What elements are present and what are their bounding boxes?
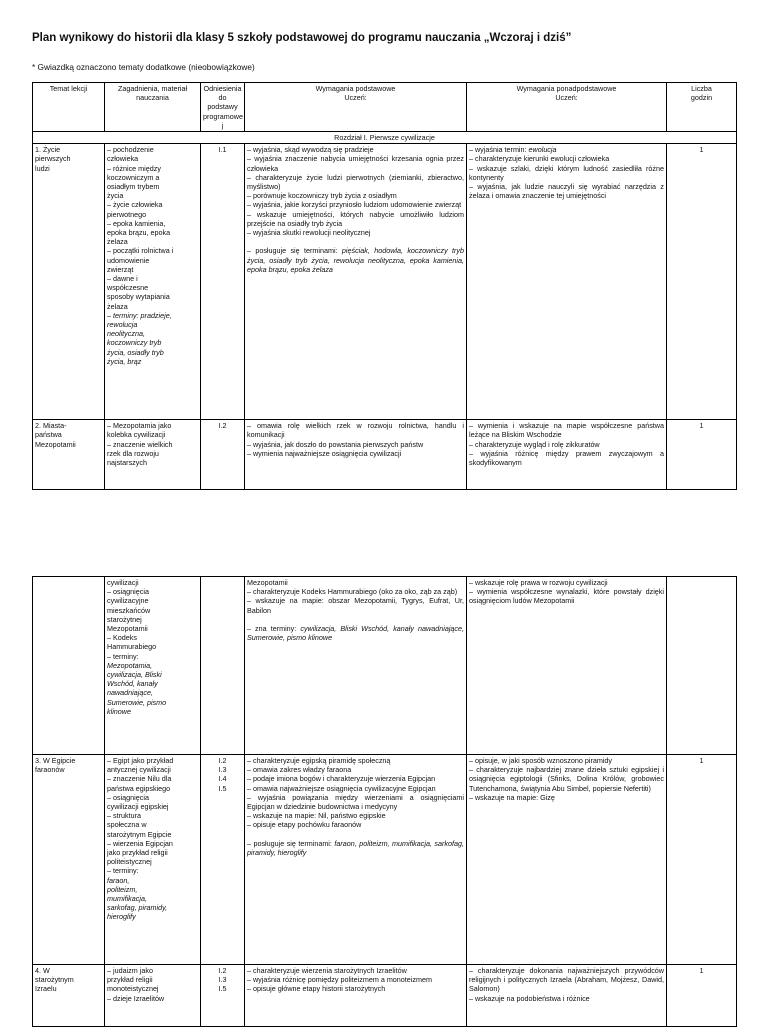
cell-hours: 1 [667,965,737,1027]
cell-topic: 1. Życie pierwszych ludzi [33,144,105,420]
cell-basic: – charakteryzuje wierzenia starożytnych Izraelitów – wyjaśnia różnicę pomiędzy politeizmem a monoteizmem – opisuje główne etapy historii starożytnych [245,965,467,1027]
section-title: Rozdział I. Pierwsze cywilizacje [33,132,737,144]
cell-topic: 4. W starożytnym Izraelu [33,965,105,1027]
cell-advanced: – opisuje, w jaki sposób wznoszono piramidy – charakteryzuje najbardziej znane dzieła sztuki egipskiej i osiągnięcia egiptologii (Sfinks, Dolina Królów, grobowiec Tutenchamona, świątynia Abu Simbel, popiersie Nefertiti) – wskazuje na mapie: Gizę [467,755,667,965]
cell-advanced: – wyjaśnia termin: ewolucja – charakteryzuje kierunki ewolucji człowieka – wskazuje szlaki, dzięki którym ludność zasiedliła różne kontynenty – wyjaśnia, jak ludzie nauczyli się wyrabiać narzędzia z żelaza i omawia znaczenie tej umiejętności [467,144,667,420]
document-note: * Gwiazdką oznaczono tematy dodatkowe (nieobowiązkowe) [32,62,255,72]
cell-content: – Egipt jako przykład antycznej cywilizacji – znaczenie Nilu dla państwa egipskiego – osiągnięcia cywilizacji egipskiej – struktura społeczna w starożytnym Egipcie – wierzenia Egipcjan jako przykład religii politeistycznej – terminy: faraon, politeizm, mumifikacja, sarkofag, piramidy, hieroglify [105,755,201,965]
cell-topic [33,577,105,755]
cell-content: cywilizacji – osiągnięcia cywilizacyjne mieszkańców starożytnej Mezopotamii – Kodeks Hammurabiego – terminy: Mezopotamia, cywilizacja, Bliski Wschód, kanały nawadniające, Sumerowie, pismo klinowe [105,577,201,755]
table-row [33,420,737,490]
cell-refs [201,577,245,755]
cell-advanced: – charakteryzuje dokonania najważniejszych przywódców religijnych i politycznych Izraela (Abraham, Mojżesz, Dawid, Salomon) – wskazuje na podobieństwa i różnice [467,965,667,1027]
cell-basic: – wyjaśnia, skąd wywodzą się pradzieje – wyjaśnia znaczenie nabycia umiejętności krzesania ognia przez człowieka – charakteryzuje życie ludzi pierwotnych (ziemianki, zbieractwo, myślistwo) – porównuje koczowniczy tryb życia z osiadłym – wyjaśnia, jakie korzyści przyniosło ludziom udomowienie zwierząt – wskazuje umiejętności, których nabycie umożliwiło ludziom przejście na osiadły tryb życia – wyjaśnia skutki rewolucji neolitycznej – posługuje się terminami: pięściak, hodowla, koczowniczy tryb życia, osiadły tryb życia, rewolucja neolityczna, epoka kamienia, epoka brązu, epoka żelaza [245,144,467,420]
table-row [33,144,737,420]
header-refs: Odniesienia do podstawy programowe j [201,83,245,132]
cell-basic: – omawia rolę wielkich rzek w rozwoju rolnictwa, handlu i komunikacji – wyjaśnia, jak doszło do powstania pierwszych państw – wymienia najważniejsze osiągnięcia cywilizacji [245,420,467,490]
cell-basic: – charakteryzuje egipską piramidę społeczną – omawia zakres władzy faraona – podaje imiona bogów i charakteryzuje wierzenia Egipcjan – omawia najważniejsze osiągnięcia cywilizacyjne Egipcjan – wyjaśnia powiązania między wierzeniami a osiągnięciami Egipcjan w dziedzinie budownictwa i medycyny – wskazuje na mapie: Nil, państwo egipskie – opisuje etapy pochówku faraonów – posługuje się terminami: faraon, politeizm, mumifikacja, sarkofag, piramidy, hieroglify [245,755,467,965]
cell-refs: I.1 [201,144,245,420]
plan-table-page-2 [32,576,737,1027]
header-topic: Temat lekcji [33,83,105,132]
cell-refs: I.2 I.3 I.5 [201,965,245,1027]
cell-hours: 1 [667,755,737,965]
document-title: Plan wynikowy do historii dla klasy 5 szkoły podstawowej do programu nauczania „Wczoraj i dziś” [32,32,572,44]
header-basic: Wymagania podstawowe Uczeń: [245,83,467,132]
cell-hours [667,577,737,755]
header-content: Zagadnienia, materiał nauczania [105,83,201,132]
table-row [33,965,737,1027]
table-row [33,755,737,965]
cell-topic: 2. Miasta- państwa Mezopotamii [33,420,105,490]
cell-hours: 1 [667,144,737,420]
cell-advanced: – wymienia i wskazuje na mapie współczesne państwa leżące na Bliskim Wschodzie – charakteryzuje wygląd i rolę zikkuratów – wyjaśnia różnicę między prawem zwyczajowym a skodyfikowanym [467,420,667,490]
section-row [33,132,737,144]
header-hours: Liczba godzin [667,83,737,132]
cell-content: – pochodzenie człowieka – różnice między koczowniczym a osiadłym trybem życia – życie człowieka pierwotnego – epoka kamienia, epoka brązu, epoka żelaza – początki rolnictwa i udomowienie zwierząt – dawne i współczesne sposoby wytapiania żelaza – terminy: pradzieje, rewolucja neolityczna, koczowniczy tryb życia, osiadły tryb życia, brąz [105,144,201,420]
cell-content: – Mezopotamia jako kolebka cywilizacji – znaczenie wielkich rzek dla rozwoju najstarszych [105,420,201,490]
table-header-row [33,83,737,132]
cell-hours: 1 [667,420,737,490]
header-advanced: Wymagania ponadpodstawowe Uczeń: [467,83,667,132]
cell-advanced: – wskazuje rolę prawa w rozwoju cywilizacji – wymienia współczesne wynalazki, które powstały dzięki osiągnięciom ludów Mezopotamii [467,577,667,755]
cell-refs: I.2 I.3 I.4 I.5 [201,755,245,965]
table-row [33,577,737,755]
cell-topic: 3. W Egipcie faraonów [33,755,105,965]
cell-content: – judaizm jako przykład religii monoteistycznej – dzieje Izraelitów [105,965,201,1027]
plan-table-page-1 [32,82,737,490]
cell-basic: Mezopotamii – charakteryzuje Kodeks Hammurabiego (oko za oko, ząb za ząb) – wskazuje na mapie: obszar Mezopotamii, Tygrys, Eufrat, Ur, Babilon – zna terminy: cywilizacja, Bliski Wschód, kanały nawadniające, Sumerowie, pismo klinowe [245,577,467,755]
cell-refs: I.2 [201,420,245,490]
